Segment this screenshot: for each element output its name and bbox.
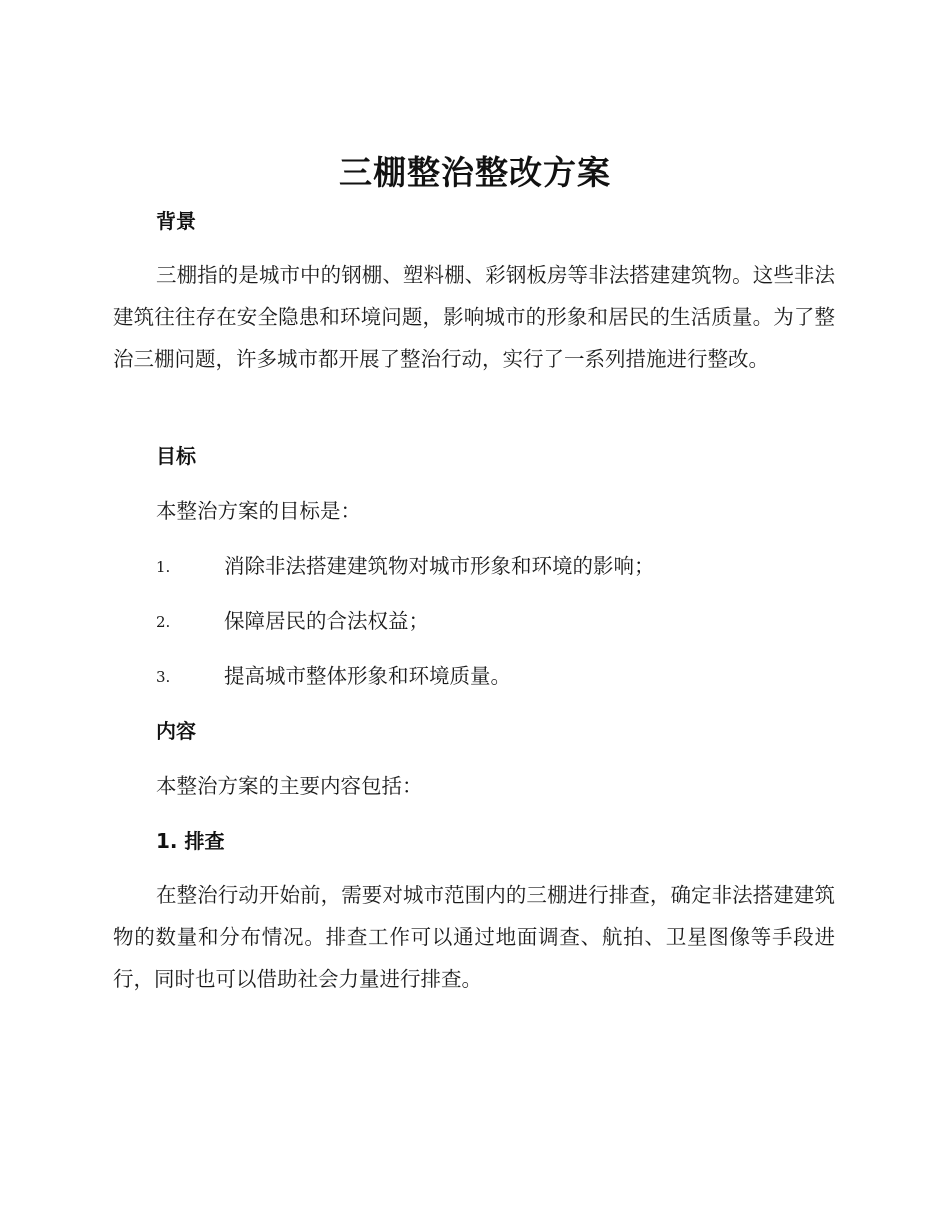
section-heading-content: 内容	[156, 719, 196, 743]
list-number: 2.	[156, 613, 171, 631]
list-number: 3.	[156, 668, 171, 686]
goal-list-item	[156, 552, 856, 580]
list-text: 提高城市整体形象和环境质量。	[224, 664, 511, 688]
survey-paragraph: 在整治行动开始前，需要对城市范围内的三棚进行排查，确定非法搭建建筑物的数量和分布情况。排查工作可以通过地面调查、航拍、卫星图像等手段进行，同时也可以借助社会力量进行排查。	[113, 883, 835, 991]
goals-intro: 本整治方案的目标是：	[156, 499, 361, 523]
document-title: 三棚整治整改方案	[339, 153, 611, 192]
list-text: 消除非法搭建建筑物对城市形象和环境的影响；	[224, 554, 655, 578]
content-intro: 本整治方案的主要内容包括：	[156, 774, 423, 798]
list-text: 保障居民的合法权益；	[224, 609, 429, 633]
section-heading-background: 背景	[156, 209, 196, 233]
section-heading-goals: 目标	[156, 444, 196, 468]
subsection-heading-survey: 1. 排查	[156, 829, 225, 853]
list-number: 1.	[156, 558, 171, 576]
background-paragraph: 三棚指的是城市中的钢棚、塑料棚、彩钢板房等非法搭建建筑物。这些非法建筑往往存在安全隐患和环境问题，影响城市的形象和居民的生活质量。为了整治三棚问题，许多城市都开展了整治行动，实行了一系列措施进行整改。	[113, 263, 835, 371]
goal-list-item	[156, 662, 856, 690]
goal-list-item	[156, 607, 856, 635]
